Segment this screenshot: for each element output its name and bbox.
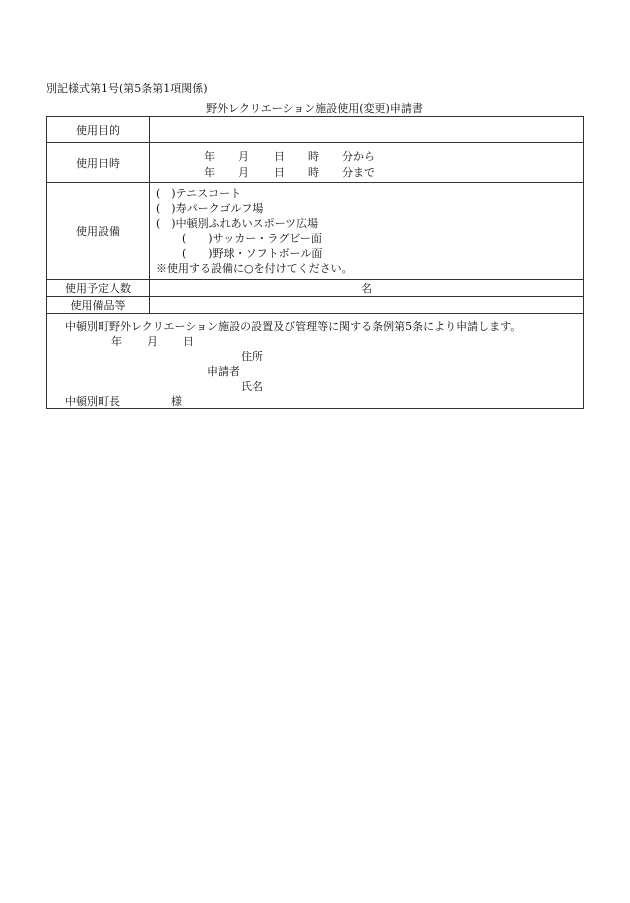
minute-to-unit: 分まで — [342, 165, 375, 179]
datetime-label: 使用日時 — [47, 143, 150, 183]
address-label: 住所 — [241, 350, 263, 363]
datetime-from-line — [150, 147, 583, 163]
declaration-statement: 中頓別町野外レクリエーション施設の設置及び管理等に関する条例第5条により申請します。 — [65, 320, 522, 333]
minute-from-unit: 分から — [342, 149, 375, 163]
facility-option-sports-field[interactable]: ( )中頓別ふれあいスポーツ広場 — [156, 217, 319, 230]
purpose-label: 使用目的 — [47, 117, 150, 143]
declaration-month-unit: 月 — [147, 335, 158, 348]
day-unit: 日 — [274, 165, 285, 179]
equipment-row — [47, 297, 584, 314]
datetime-to-line — [150, 163, 583, 179]
month-unit: 月 — [238, 149, 249, 163]
honorific: 様 — [171, 395, 182, 408]
people-row — [47, 280, 584, 297]
facility-suboption-soccer[interactable]: ( )サッカー・ラグビー面 — [182, 232, 322, 245]
facility-option-parkgolf[interactable]: ( )寿パークゴルフ場 — [156, 202, 264, 215]
facilities-row — [47, 183, 584, 280]
form-title: 野外レクリエーション施設使用(変更)申請書 — [206, 102, 423, 115]
facility-option-tennis[interactable]: ( )テニスコート — [156, 187, 242, 200]
purpose-field[interactable] — [150, 117, 584, 143]
hour-unit: 時 — [308, 165, 319, 179]
name-label: 氏名 — [241, 380, 263, 393]
people-field[interactable] — [150, 280, 584, 297]
declaration-row — [47, 314, 584, 409]
facility-note: ※使用する設備に○を付けてください。 — [156, 262, 353, 275]
application-form-table — [46, 116, 584, 409]
declaration-day-unit: 日 — [183, 335, 194, 348]
form-reference: 別記様式第1号(第5条第1項関係) — [46, 82, 208, 95]
declaration-year-unit: 年 — [111, 335, 122, 348]
purpose-row — [47, 117, 584, 143]
year-unit: 年 — [204, 149, 215, 163]
hour-unit: 時 — [308, 149, 319, 163]
addressee: 中頓別町長 — [65, 395, 120, 408]
equipment-label: 使用備品等 — [47, 297, 150, 314]
datetime-row — [47, 143, 584, 183]
day-unit: 日 — [274, 149, 285, 163]
applicant-label: 申請者 — [207, 365, 240, 378]
facility-suboption-baseball[interactable]: ( )野球・ソフトボール面 — [182, 247, 323, 260]
datetime-field[interactable] — [150, 143, 584, 183]
declaration-block — [47, 314, 584, 409]
people-label: 使用予定人数 — [47, 280, 150, 297]
facilities-field — [150, 183, 584, 280]
equipment-field[interactable] — [150, 297, 584, 314]
people-unit: 名 — [361, 282, 372, 295]
year-unit: 年 — [204, 165, 215, 179]
month-unit: 月 — [238, 165, 249, 179]
facilities-label: 使用設備 — [47, 183, 150, 280]
